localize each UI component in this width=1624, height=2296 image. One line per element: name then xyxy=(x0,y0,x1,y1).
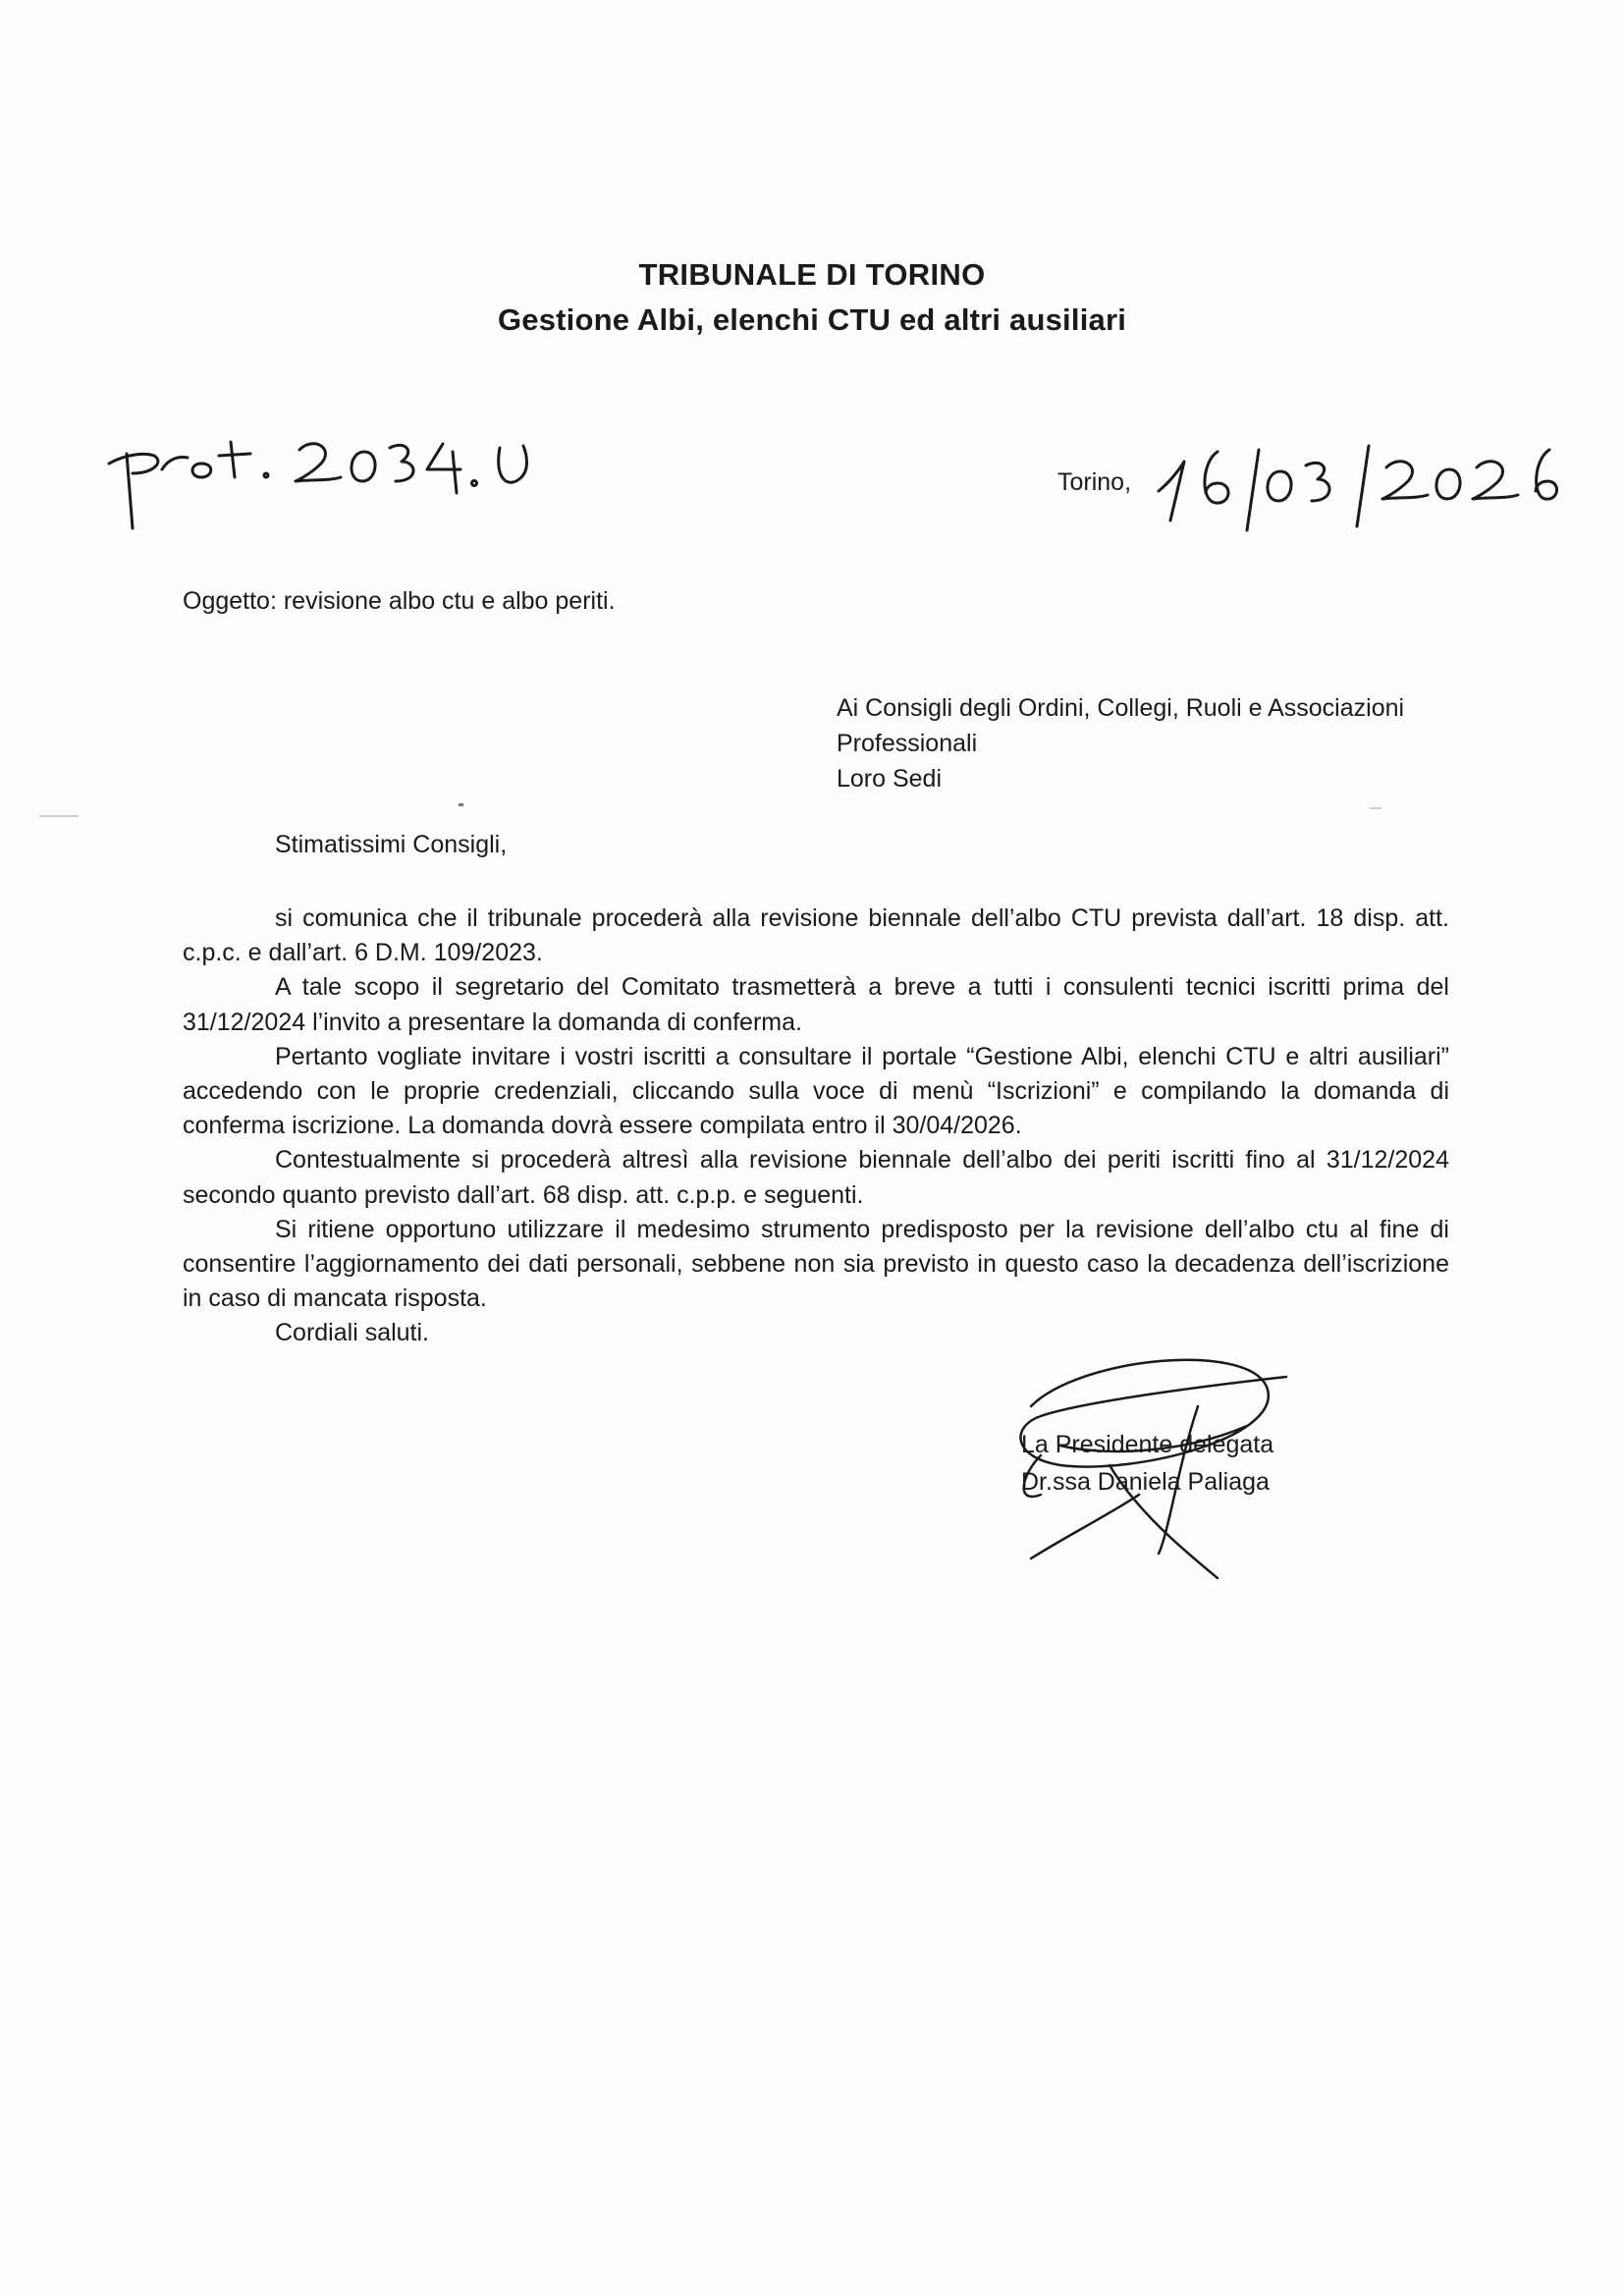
handwritten-protocol-number xyxy=(103,412,555,540)
body-paragraph: Contestualmente si procederà altresì alla revisione biennale dell’albo dei periti iscritti fino al 31/12/2024 secondo quanto previsto dall’art. 68 disp. att. c.p.p. e seguenti. xyxy=(183,1146,1449,1209)
scan-mark xyxy=(1370,807,1381,809)
office-subtitle: Gestione Albi, elenchi CTU ed altri ausiliari xyxy=(497,302,1127,337)
court-title: TRIBUNALE DI TORINO xyxy=(638,257,986,292)
scan-mark xyxy=(39,815,79,817)
recipient-line: Professionali xyxy=(837,730,978,757)
body-paragraph: si comunica che il tribunale procederà alla revisione biennale dell’albo CTU prevista dall’art. 18 disp. att. c.p.c. e dall’art. 6 D.M. 109/2023. xyxy=(183,904,1449,967)
body-paragraph: Pertanto vogliate invitare i vostri iscritti a consultare il portale “Gestione Albi, elenchi CTU e altri ausiliari” accedendo con le proprie credenziali, cliccando sulla voce di menù “Iscrizioni” e compilando la domanda di conferma iscrizione. La domanda dovrà essere compilata entro il 30/04/2026. xyxy=(183,1042,1449,1140)
body-paragraph: Si ritiene opportuno utilizzare il medesimo strumento predisposto per la revisione dell’albo ctu al fine di consentire l’aggiornamento dei dati personali, sebbene non sia previsto in questo caso la decadenza dell’iscrizione in caso di mancata risposta. xyxy=(183,1215,1449,1313)
recipient-line: Ai Consigli degli Ordini, Collegi, Ruoli e Associazioni xyxy=(837,694,1405,722)
body-paragraph: A tale scopo il segretario del Comitato trasmetterà a breve a tutti i consulenti tecnici iscritti prima del 31/12/2024 l’invito a presentare la domanda di conferma. xyxy=(183,973,1449,1036)
closing: Cordiali saluti. xyxy=(275,1319,430,1347)
place-label: Torino, xyxy=(1057,468,1132,496)
handwritten-signature xyxy=(1001,1347,1316,1593)
subject-line: Oggetto: revisione albo ctu e albo periti. xyxy=(183,587,616,615)
letter-body xyxy=(183,902,1449,1351)
recipient-line: Loro Sedi xyxy=(837,765,943,793)
scan-mark xyxy=(459,803,463,806)
recipient-address xyxy=(837,690,1404,796)
signatory-role: La Presidente delegata xyxy=(1021,1431,1274,1458)
salutation: Stimatissimi Consigli, xyxy=(275,831,508,858)
handwritten-date xyxy=(1149,432,1561,550)
signatory-name: Dr.ssa Daniela Paliaga xyxy=(1021,1468,1270,1496)
letterhead xyxy=(0,257,1624,338)
